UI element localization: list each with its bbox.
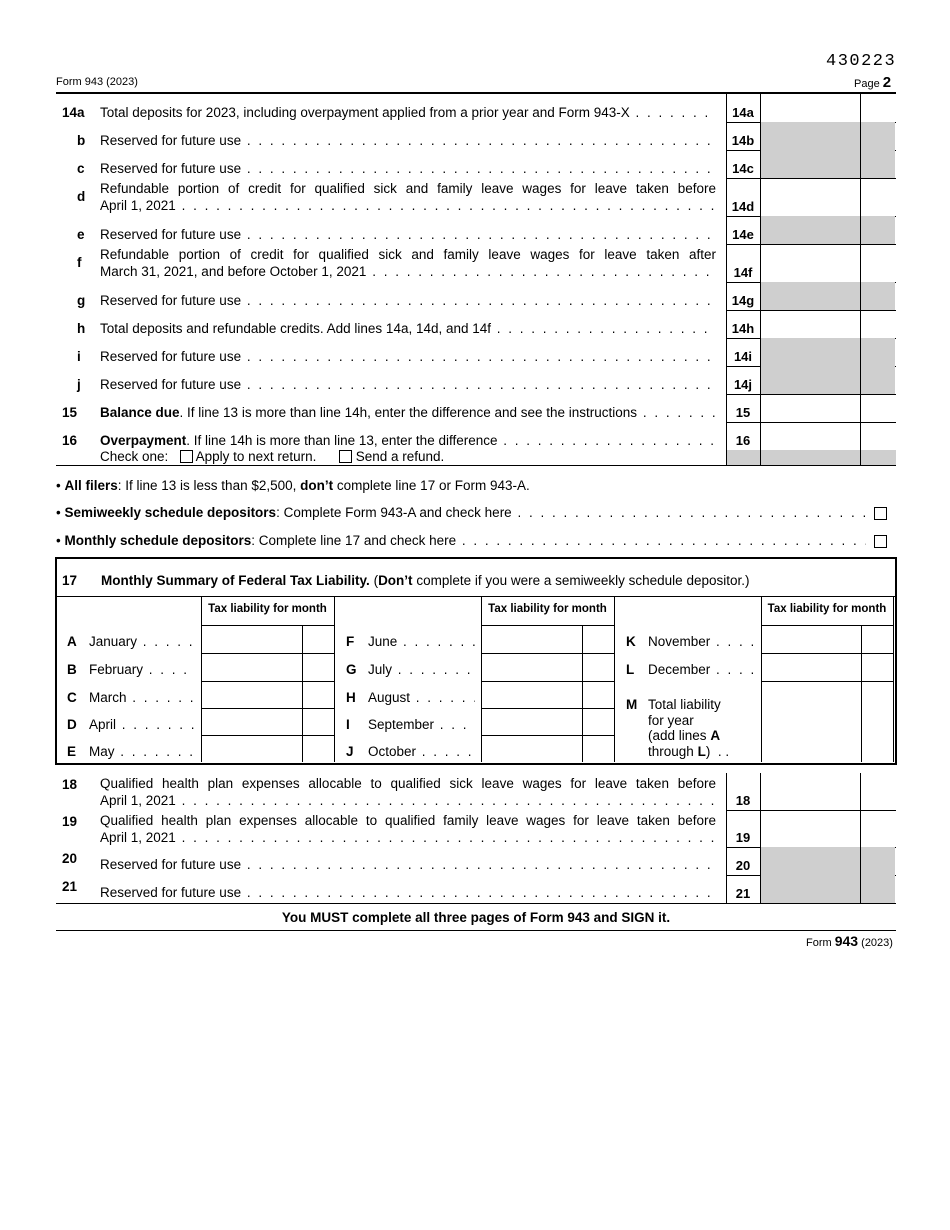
amount-cents-field[interactable] (860, 94, 895, 122)
month-name-text: May (89, 744, 115, 759)
total-letter: M (626, 697, 638, 712)
month-name-text: July (368, 662, 393, 677)
month-name (89, 634, 195, 649)
line-label (100, 405, 716, 420)
apply-next-return-label: Apply to next return. (195, 449, 317, 464)
shaded-field (760, 875, 895, 903)
month-name (89, 744, 195, 759)
amount-dollars-field[interactable] (760, 244, 860, 282)
line-label-text: Reserved for future use (100, 293, 242, 308)
col-header-tax-liability: Tax liability for month (767, 603, 887, 615)
month-amount-field[interactable] (762, 626, 861, 653)
footer-rule (56, 930, 896, 931)
line-box-label: 14e (732, 227, 754, 242)
shaded-field (760, 847, 895, 875)
month-name (648, 662, 755, 677)
line-box-label: 14f (733, 265, 753, 280)
amount-cents-field[interactable] (860, 310, 895, 338)
line-box-label: 16 (735, 433, 751, 448)
monthly-bold: Monthly schedule depositors (64, 533, 252, 548)
shaded-field (760, 282, 895, 310)
line-label (100, 433, 716, 448)
line-box-label: 19 (735, 830, 751, 845)
line-label-2-text: March 31, 2021, and before October 1, 2021 (100, 264, 367, 279)
send-refund-label: Send a refund. (355, 449, 445, 464)
month-name-text: August (368, 690, 411, 705)
amount-dollars-field[interactable] (760, 178, 860, 216)
line-num: 20 (62, 851, 78, 866)
line-label (100, 349, 716, 364)
month-name (648, 634, 755, 649)
total-line4: through (648, 743, 694, 759)
month-letter: A (67, 634, 77, 649)
semiweekly-checkbox[interactable] (874, 505, 887, 521)
line-box-label: 14c (732, 161, 754, 176)
month-letter: K (626, 634, 636, 649)
line-box-label: 14d (731, 199, 755, 214)
month-name (89, 717, 195, 732)
line-label-2 (100, 197, 716, 214)
check-one-row (100, 449, 444, 464)
month-letter: E (67, 744, 77, 759)
line-label (100, 227, 716, 242)
apply-next-return-checkbox[interactable] (180, 450, 193, 463)
page-number: 2 (882, 74, 892, 91)
amount-dollars-field[interactable] (760, 773, 860, 810)
amount-cents-field[interactable] (860, 773, 895, 810)
month-letter: L (626, 662, 635, 677)
total-liability-cents-field[interactable] (862, 682, 893, 761)
line-label (100, 293, 716, 308)
line-label-bold: Overpayment (100, 433, 187, 448)
semiweekly-text: : Complete Form 943-A and check here (276, 505, 512, 520)
line-label (100, 812, 716, 846)
line-17-num: 17 (62, 573, 78, 588)
month-amount-field[interactable] (482, 626, 582, 653)
footer-form-word: Form (806, 937, 832, 949)
line-num: e (77, 227, 85, 242)
line-label-2 (100, 829, 716, 846)
shaded-field (760, 366, 895, 394)
amount-dollars-field[interactable] (760, 394, 860, 422)
line-17-dont: Don’t (378, 573, 413, 588)
month-name-text: February (89, 662, 144, 677)
line-label (100, 180, 716, 214)
line-label (100, 321, 716, 336)
line-label-text: Reserved for future use (100, 857, 242, 872)
line-label (100, 885, 716, 900)
month-name-text: March (89, 690, 127, 705)
total-close: ) (705, 743, 711, 759)
month-letter: B (67, 662, 77, 677)
month-amount-field[interactable] (482, 654, 582, 681)
monthly-note: • Monthly schedule depositors: Complete line 17 and check here . . . (56, 533, 866, 548)
semiweekly-bold: Semiweekly schedule depositors (64, 505, 277, 520)
line-label-text: Reserved for future use (100, 133, 242, 148)
month-name (368, 717, 475, 732)
check-one-label: Check one: (100, 449, 169, 464)
line-num: 19 (62, 814, 78, 829)
line-label-bold: Balance due (100, 405, 180, 420)
line-label-text: Reserved for future use (100, 885, 242, 900)
month-name-text: September (368, 717, 435, 732)
month-amount-field[interactable] (202, 626, 302, 653)
month-cents-field[interactable] (303, 626, 334, 653)
line-label-text: . If line 14h is more than line 13, enter the difference (186, 433, 498, 448)
amount-cents-field[interactable] (860, 810, 895, 847)
month-name (368, 662, 475, 677)
must-complete-note: You MUST complete all three pages of Form 943 and SIGN it. (281, 910, 671, 925)
line-box-label: 14i (733, 349, 753, 364)
col-header-tax-liability: Tax liability for month (208, 603, 327, 615)
monthly-text: : Complete line 17 and check here (251, 533, 457, 548)
line-box-label: 18 (735, 793, 751, 808)
line-label-text: Reserved for future use (100, 161, 242, 176)
line-box-label: 14a (732, 105, 754, 120)
line-num: c (77, 161, 85, 176)
amount-dollars-field[interactable] (760, 310, 860, 338)
total-line1: Total liability (648, 697, 721, 712)
line-box-label: 14g (731, 293, 755, 308)
page-label: Page (854, 78, 880, 90)
line-label-1: Refundable portion of credit for qualified sick and family leave wages for leave taken before (100, 181, 716, 196)
total-bold-l: L (697, 743, 706, 759)
shaded-field (760, 216, 895, 244)
month-amount-field[interactable] (482, 736, 582, 762)
page-indicator (854, 74, 891, 91)
line-num: b (77, 133, 86, 148)
month-cents-field[interactable] (583, 709, 614, 735)
all-filers-text2: complete line 17 or Form 943-A. (333, 478, 530, 493)
line-label (100, 377, 716, 392)
month-cents-field[interactable] (583, 626, 614, 653)
month-letter: C (67, 690, 77, 705)
form-code: 430223 (826, 52, 897, 71)
total-liability-label: Total liability for year (add lines A through L) . . (648, 697, 730, 759)
line-label (100, 246, 716, 280)
line-num: 21 (62, 879, 78, 894)
line-label (100, 775, 716, 809)
month-name-text: December (648, 662, 711, 677)
col-header-tax-liability: Tax liability for month (488, 603, 607, 615)
month-name-text: April (89, 717, 117, 732)
month-cents-field[interactable] (583, 654, 614, 681)
month-letter: I (346, 717, 350, 732)
month-name-text: November (648, 634, 711, 649)
line-label-2-text: April 1, 2021 (100, 830, 176, 845)
semiweekly-note: • Semiweekly schedule depositors: Complete Form 943-A and check here . . . (56, 505, 866, 520)
line-label-1: Refundable portion of credit for qualified sick and family leave wages for leave taken after (100, 247, 716, 262)
line-label-text: Reserved for future use (100, 227, 242, 242)
month-cents-field[interactable] (583, 682, 614, 708)
month-cents-field[interactable] (303, 709, 334, 735)
all-filers-bold: All filers (64, 478, 118, 493)
line-box-label: 21 (735, 886, 751, 901)
month-amount-field[interactable] (482, 709, 582, 735)
month-amount-field[interactable] (202, 682, 302, 708)
line-num: 14a (62, 105, 85, 120)
month-name-text: January (89, 634, 138, 649)
line-label-text: . If line 13 is more than line 14h, enter the difference and see the instructions (179, 405, 638, 420)
amount-dollars-field[interactable] (760, 422, 860, 450)
line-label-2 (100, 792, 716, 809)
line-num: g (77, 293, 86, 308)
amount-cents-field[interactable] (860, 394, 895, 422)
month-letter: D (67, 717, 77, 732)
month-name-text: June (368, 634, 398, 649)
month-name (89, 690, 195, 705)
line-label (100, 133, 716, 148)
amount-cents-field[interactable] (860, 422, 895, 450)
line-17-title-rest: complete if you were a semiweekly schedule depositor.) (412, 573, 750, 588)
month-amount-field[interactable] (202, 736, 302, 762)
month-cents-field[interactable] (303, 682, 334, 708)
form-footer (806, 933, 893, 949)
month-amount-field[interactable] (202, 654, 302, 681)
line-box-label: 14h (731, 321, 755, 336)
monthly-checkbox[interactable] (874, 533, 887, 549)
line-17-title-bold: Monthly Summary of Federal Tax Liability. (101, 573, 370, 588)
footer-form-num: 943 (834, 933, 859, 949)
amount-cents-field[interactable] (860, 178, 895, 216)
total-bold-a: A (710, 728, 721, 743)
month-amount-field[interactable] (482, 682, 582, 708)
line-label-2-text: April 1, 2021 (100, 793, 176, 808)
amount-dollars-field[interactable] (760, 94, 860, 122)
line-label (100, 161, 716, 176)
line-label-1: Qualified health plan expenses allocable to qualified sick leave wages for leave taken before (100, 776, 716, 791)
line-label-text: Total deposits and refundable credits. Add lines 14a, 14d, and 14f (100, 321, 492, 336)
line-num: d (77, 189, 86, 204)
all-filers-dont: don’t (300, 478, 334, 493)
month-cents-field[interactable] (862, 626, 893, 653)
month-name (368, 744, 475, 759)
shaded-field (760, 338, 895, 366)
line-num: f (77, 255, 82, 270)
month-name (89, 662, 195, 677)
line-label (100, 105, 716, 120)
all-filers-note: • All filers: If line 13 is less than $2,500, don’t complete line 17 or Form 943-A. (56, 478, 530, 493)
shaded-field (726, 450, 896, 465)
line-num: i (77, 349, 81, 364)
month-cents-field[interactable] (303, 736, 334, 762)
shaded-field (760, 122, 895, 150)
total-liability-field[interactable] (762, 682, 860, 761)
month-letter: H (346, 690, 356, 705)
total-line3: (add lines (648, 728, 707, 743)
line-label-text: Reserved for future use (100, 377, 242, 392)
line-num: 16 (62, 433, 78, 448)
line-num: 18 (62, 777, 78, 792)
line-box-label: 14b (731, 133, 755, 148)
footer-year: (2023) (861, 937, 893, 949)
month-letter: J (346, 744, 354, 759)
month-cents-field[interactable] (862, 654, 893, 681)
month-name (368, 690, 475, 705)
send-refund-checkbox[interactable] (339, 450, 352, 463)
line-label (100, 857, 716, 872)
line-label-text: Total deposits for 2023, including overpayment applied from a prior year and Form 943-X (100, 105, 630, 120)
line-num: h (77, 321, 86, 336)
month-amount-field[interactable] (762, 654, 861, 681)
month-letter: F (346, 634, 355, 649)
line-box-label: 20 (735, 858, 751, 873)
line-num: 15 (62, 405, 78, 420)
line-box-label: 14j (733, 377, 753, 392)
month-cents-field[interactable] (303, 654, 334, 681)
month-name (368, 634, 475, 649)
line-17-title: Monthly Summary of Federal Tax Liability. (Don’t complete if you were a semiweekly schedule depositor.) (101, 573, 750, 588)
shaded-field (760, 150, 895, 178)
month-amount-field[interactable] (202, 709, 302, 735)
amount-cents-field[interactable] (860, 244, 895, 282)
line-label-2-text: April 1, 2021 (100, 198, 176, 213)
month-letter: G (346, 662, 357, 677)
line-num: j (77, 377, 81, 392)
all-filers-text1: : If line 13 is less than $2,500, (117, 478, 301, 493)
line-label-text: Reserved for future use (100, 349, 242, 364)
line-box-label: 15 (735, 405, 751, 420)
month-cents-field[interactable] (583, 736, 614, 762)
month-name-text: October (368, 744, 417, 759)
total-line2: for year (648, 712, 694, 728)
amount-dollars-field[interactable] (760, 810, 860, 847)
line-label-2 (100, 263, 716, 280)
form-name: Form 943 (2023) (56, 76, 138, 88)
line-label-1: Qualified health plan expenses allocable to qualified family leave wages for leave taken before (100, 813, 716, 828)
